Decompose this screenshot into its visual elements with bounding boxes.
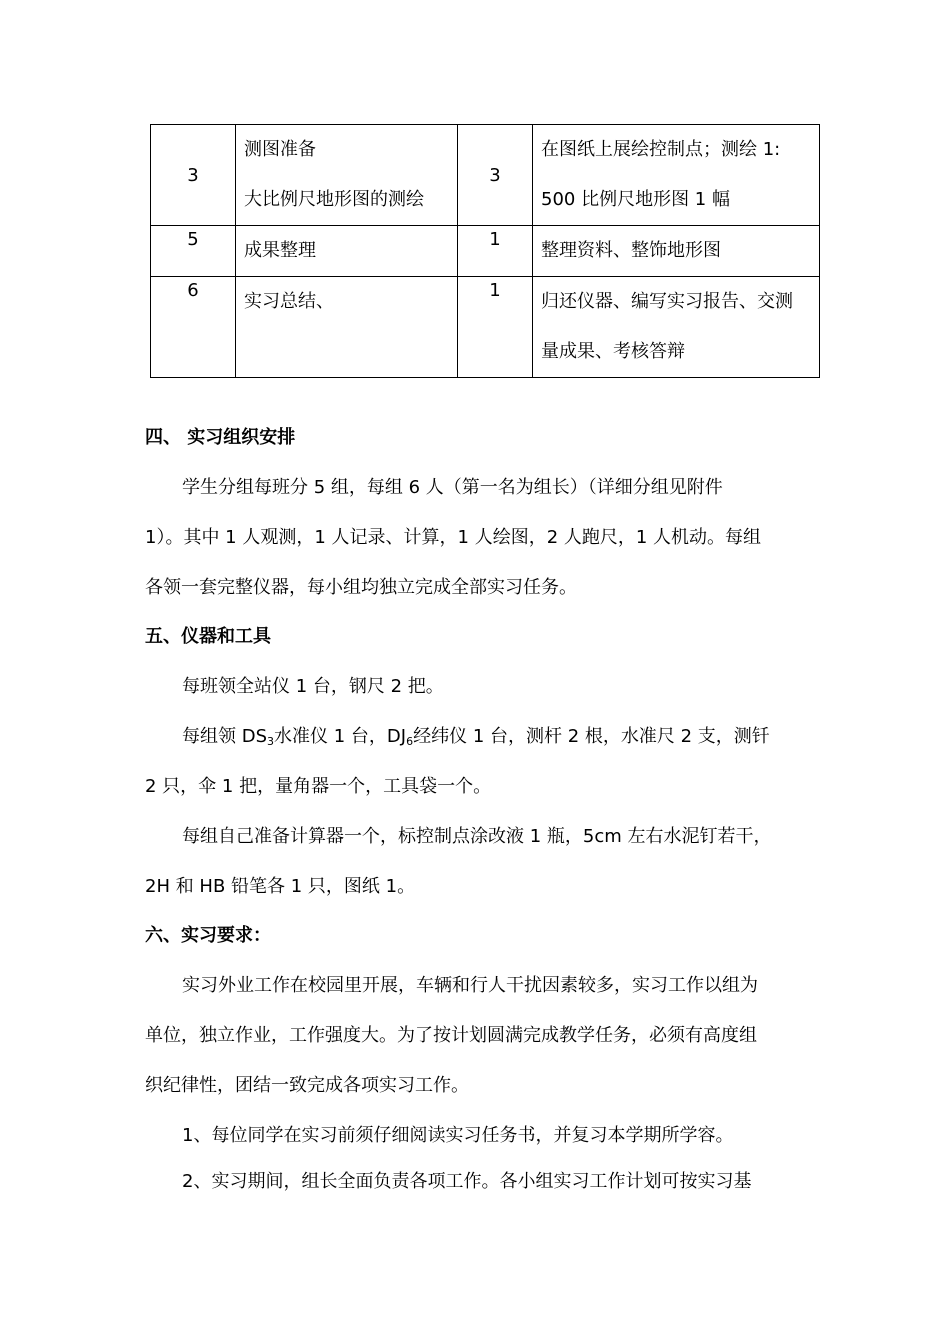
task-line: 实习总结、 [244, 291, 334, 312]
content-line: 量成果、考核答辩 [541, 341, 685, 362]
text-span: 经纬仪 1 台，测杆 2 根，水准尺 2 支，测钎 [413, 726, 770, 747]
paragraph-line: 各领一套完整仪器，每小组均独立完成全部实习任务。 [145, 577, 577, 598]
paragraph-line: 1）。其中 1 人观测，1 人记录、计算，1 人绘图，2 人跑尺，1 人机动。每组 [145, 527, 762, 548]
task-line: 大比例尺地形图的测绘 [244, 189, 424, 210]
paragraph-line: 学生分组每班分 5 组，每组 6 人（第一名为组长）（详细分组见附件 [182, 477, 723, 498]
subscript: 6 [406, 735, 414, 748]
paragraph-line: 织纪律性，团结一致完成各项实习工作。 [145, 1075, 469, 1096]
task-line: 测图准备 [244, 139, 316, 160]
days-value: 1 [489, 229, 501, 250]
row-number: 3 [187, 164, 199, 186]
paragraph-line: 每班领全站仪 1 台，钢尺 2 把。 [182, 676, 444, 697]
content-line: 整理资料、整饰地形图 [541, 240, 721, 261]
table-row [151, 226, 820, 277]
task-line: 成果整理 [244, 240, 316, 261]
table-row [151, 125, 820, 226]
list-item: 1、每位同学在实习前须仔细阅读实习任务书，并复习本学期所学容。 [182, 1125, 734, 1146]
row-number: 6 [187, 280, 199, 301]
paragraph-line: 单位，独立作业，工作强度大。为了按计划圆满完成教学任务，必须有高度组 [145, 1025, 757, 1046]
paragraph-line: 实习外业工作在校园里开展，车辆和行人干扰因素较多，实习工作以组为 [182, 975, 758, 996]
section-heading: 五、仪器和工具 [145, 626, 271, 647]
paragraph-line: 2 只，伞 1 把，量角器一个，工具袋一个。 [145, 776, 492, 797]
section-heading: 六、实习要求： [145, 925, 271, 946]
content-line: 归还仪器、编写实习报告、交测 [541, 291, 793, 312]
paragraph-line: 2H 和 HB 铅笔各 1 只，图纸 1。 [145, 876, 416, 897]
content-line: 在图纸上展绘控制点；测绘 1: [541, 139, 781, 160]
schedule-table [150, 124, 820, 378]
text-span: 每组领 DS [182, 726, 268, 747]
section-heading: 四、 实习组织安排 [145, 427, 296, 448]
days-value: 1 [489, 280, 501, 301]
subscript: 3 [267, 735, 275, 748]
content-line: 500 比例尺地形图 1 幅 [541, 189, 730, 210]
text-span: 水准仪 1 台，DJ [274, 726, 407, 747]
paragraph-line [182, 725, 862, 754]
row-number: 5 [187, 229, 199, 250]
paragraph-line: 每组自己准备计算器一个，标控制点涂改液 1 瓶，5cm 左右水泥钉若干， [182, 826, 772, 847]
list-item: 2、实习期间，组长全面负责各项工作。各小组实习工作计划可按实习基 [182, 1171, 752, 1192]
days-value: 3 [489, 164, 501, 186]
table-row [151, 277, 820, 378]
